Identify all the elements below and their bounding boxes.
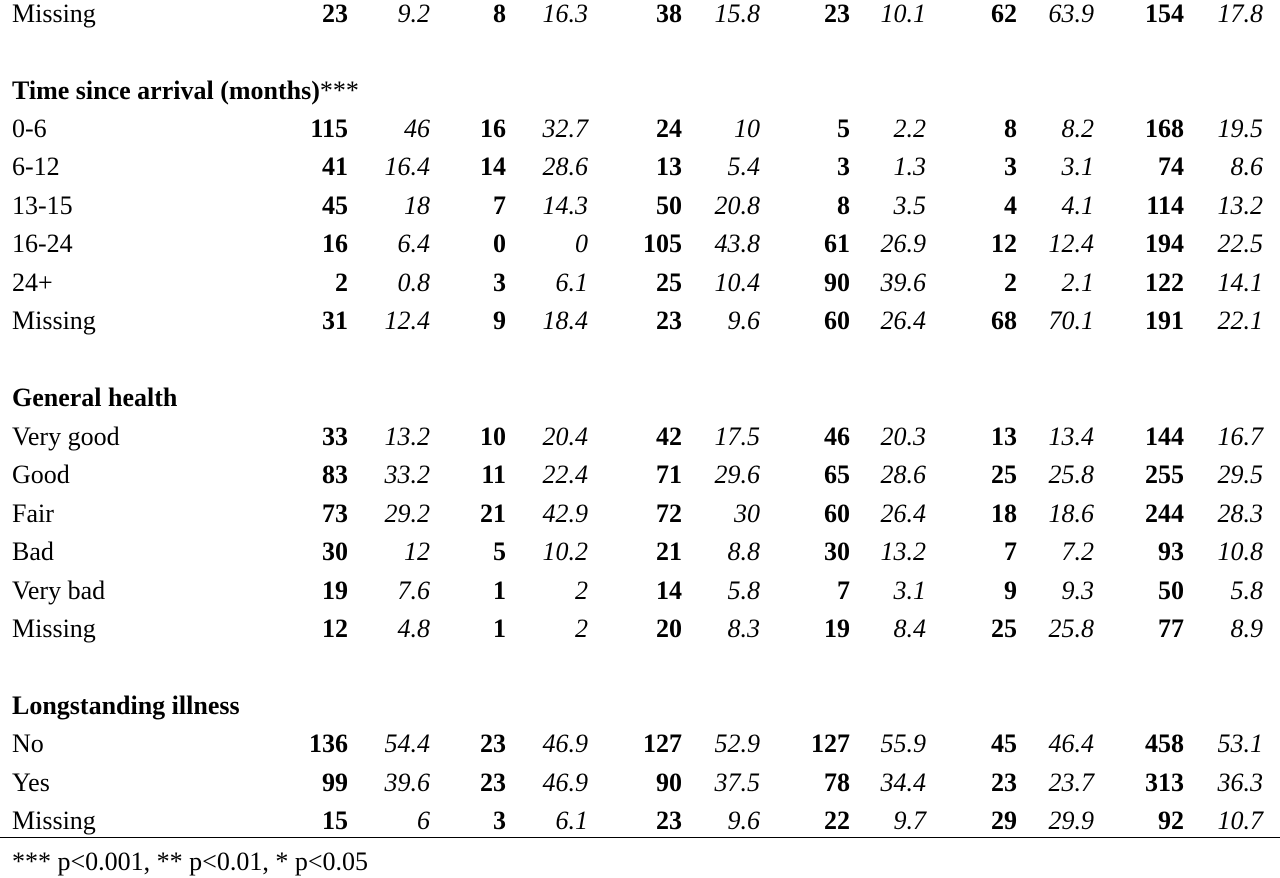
count-cell: 31 xyxy=(322,306,348,335)
count-cell: 9 xyxy=(1004,576,1017,605)
percent-cell: 8.2 xyxy=(1061,114,1094,143)
count-cell: 42 xyxy=(656,422,682,451)
percent-cell: 20.3 xyxy=(880,422,926,451)
count-cell: 16 xyxy=(322,229,348,258)
count-cell: 45 xyxy=(991,729,1017,758)
percent-cell: 28.3 xyxy=(1217,499,1263,528)
count-cell: 3 xyxy=(493,268,506,297)
percent-cell: 23.7 xyxy=(1048,768,1094,797)
count-cell: 23 xyxy=(656,306,682,335)
row-label: Very bad xyxy=(12,576,106,605)
count-cell: 3 xyxy=(1004,152,1017,181)
count-cell: 30 xyxy=(322,537,348,566)
count-cell: 458 xyxy=(1145,729,1184,758)
count-cell: 5 xyxy=(837,114,850,143)
percent-cell: 1.3 xyxy=(893,152,926,181)
percent-cell: 12 xyxy=(404,537,430,566)
count-cell: 13 xyxy=(656,152,682,181)
percent-cell: 18.6 xyxy=(1048,499,1094,528)
percent-cell: 18.4 xyxy=(542,306,588,335)
percent-cell: 26.4 xyxy=(880,306,926,335)
percent-cell: 36.3 xyxy=(1217,768,1263,797)
table-footnote: *** p<0.001, ** p<0.01, * p<0.05 xyxy=(12,847,368,876)
count-cell: 18 xyxy=(991,499,1017,528)
percent-cell: 46.9 xyxy=(542,768,588,797)
count-cell: 20 xyxy=(656,614,682,643)
count-cell: 114 xyxy=(1146,191,1184,220)
section-title-label: Time since arrival (months) xyxy=(12,76,320,105)
percent-cell: 22.1 xyxy=(1217,306,1263,335)
count-cell: 74 xyxy=(1158,152,1184,181)
count-cell: 30 xyxy=(824,537,850,566)
percent-cell: 3.5 xyxy=(893,191,926,220)
count-cell: 93 xyxy=(1158,537,1184,566)
table-row xyxy=(0,113,1280,151)
count-cell: 19 xyxy=(824,614,850,643)
percent-cell: 42.9 xyxy=(542,499,588,528)
count-cell: 92 xyxy=(1158,806,1184,835)
row-label: Bad xyxy=(12,537,54,566)
count-cell: 22 xyxy=(824,806,850,835)
percent-cell: 63.9 xyxy=(1048,0,1094,28)
percent-cell: 6.1 xyxy=(555,268,588,297)
count-cell: 21 xyxy=(480,499,506,528)
count-cell: 244 xyxy=(1145,499,1184,528)
row-label: 16-24 xyxy=(12,229,73,258)
count-cell: 194 xyxy=(1145,229,1184,258)
percent-cell: 19.5 xyxy=(1217,114,1263,143)
count-cell: 4 xyxy=(1004,191,1017,220)
percent-cell: 29.9 xyxy=(1048,806,1094,835)
count-cell: 62 xyxy=(991,0,1017,28)
percent-cell: 8.4 xyxy=(893,614,926,643)
table-row xyxy=(0,728,1280,766)
percent-cell: 20.4 xyxy=(542,422,588,451)
count-cell: 60 xyxy=(824,306,850,335)
percent-cell: 14.1 xyxy=(1217,268,1263,297)
percent-cell: 33.2 xyxy=(384,460,430,489)
table-row xyxy=(0,498,1280,536)
count-cell: 12 xyxy=(991,229,1017,258)
percent-cell: 14.3 xyxy=(542,191,588,220)
count-cell: 122 xyxy=(1145,268,1184,297)
percent-cell: 4.8 xyxy=(397,614,430,643)
percent-cell: 28.6 xyxy=(542,152,588,181)
percent-cell: 55.9 xyxy=(880,729,926,758)
percent-cell: 2 xyxy=(575,614,588,643)
percent-cell: 17.8 xyxy=(1217,0,1263,28)
percent-cell: 4.1 xyxy=(1061,191,1094,220)
percent-cell: 13.2 xyxy=(384,422,430,451)
count-cell: 23 xyxy=(480,768,506,797)
count-cell: 7 xyxy=(837,576,850,605)
count-cell: 105 xyxy=(643,229,682,258)
percent-cell: 10.1 xyxy=(880,0,926,28)
significance-marker: *** xyxy=(319,76,359,105)
percent-cell: 7.6 xyxy=(397,576,430,605)
row-label: 24+ xyxy=(12,268,53,297)
table-row xyxy=(0,228,1280,266)
table-row xyxy=(0,0,1280,36)
count-cell: 50 xyxy=(1158,576,1184,605)
percent-cell: 9.6 xyxy=(727,806,760,835)
percent-cell: 29.2 xyxy=(384,499,430,528)
percent-cell: 8.9 xyxy=(1230,614,1263,643)
percent-cell: 7.2 xyxy=(1061,537,1094,566)
percent-cell: 10.2 xyxy=(542,537,588,566)
count-cell: 77 xyxy=(1158,614,1184,643)
row-label: Missing xyxy=(12,614,96,643)
percent-cell: 22.5 xyxy=(1217,229,1263,258)
section-header-row xyxy=(0,382,1280,420)
percent-cell: 13.2 xyxy=(1217,191,1263,220)
percent-cell: 34.4 xyxy=(880,768,926,797)
percent-cell: 29.5 xyxy=(1217,460,1263,489)
percent-cell: 8.8 xyxy=(727,537,760,566)
table-row xyxy=(0,305,1280,343)
percent-cell: 10.4 xyxy=(714,268,760,297)
count-cell: 8 xyxy=(1004,114,1017,143)
count-cell: 14 xyxy=(656,576,682,605)
percent-cell: 2.1 xyxy=(1061,268,1094,297)
count-cell: 23 xyxy=(322,0,348,28)
count-cell: 24 xyxy=(656,114,682,143)
count-cell: 38 xyxy=(656,0,682,28)
percent-cell: 26.4 xyxy=(880,499,926,528)
percent-cell: 9.2 xyxy=(397,0,430,28)
section-title xyxy=(12,382,177,414)
row-label: No xyxy=(12,729,44,758)
percent-cell: 2.2 xyxy=(893,114,926,143)
percent-cell: 0.8 xyxy=(397,268,430,297)
percent-cell: 5.8 xyxy=(1230,576,1263,605)
table-row xyxy=(0,613,1280,651)
count-cell: 23 xyxy=(656,806,682,835)
table-row xyxy=(0,421,1280,459)
count-cell: 168 xyxy=(1145,114,1184,143)
percent-cell: 10 xyxy=(734,114,760,143)
count-cell: 191 xyxy=(1145,306,1184,335)
percent-cell: 6.4 xyxy=(397,229,430,258)
count-cell: 60 xyxy=(824,499,850,528)
percent-cell: 8.3 xyxy=(727,614,760,643)
percent-cell: 15.8 xyxy=(714,0,760,28)
percent-cell: 26.9 xyxy=(880,229,926,258)
count-cell: 25 xyxy=(991,460,1017,489)
percent-cell: 9.7 xyxy=(893,806,926,835)
count-cell: 90 xyxy=(824,268,850,297)
count-cell: 255 xyxy=(1145,460,1184,489)
count-cell: 1 xyxy=(493,576,506,605)
section-title-label: General health xyxy=(12,383,178,412)
percent-cell: 46 xyxy=(404,114,430,143)
count-cell: 46 xyxy=(824,422,850,451)
count-cell: 25 xyxy=(991,614,1017,643)
row-label: Fair xyxy=(12,499,54,528)
percent-cell: 13.2 xyxy=(880,537,926,566)
percent-cell: 17.5 xyxy=(714,422,760,451)
count-cell: 29 xyxy=(991,806,1017,835)
percent-cell: 70.1 xyxy=(1048,306,1094,335)
percent-cell: 29.6 xyxy=(714,460,760,489)
count-cell: 13 xyxy=(991,422,1017,451)
count-cell: 71 xyxy=(656,460,682,489)
count-cell: 23 xyxy=(991,768,1017,797)
count-cell: 1 xyxy=(493,614,506,643)
count-cell: 3 xyxy=(837,152,850,181)
percent-cell: 3.1 xyxy=(893,576,926,605)
percent-cell: 6.1 xyxy=(555,806,588,835)
count-cell: 9 xyxy=(493,306,506,335)
table-row xyxy=(0,767,1280,805)
table-row xyxy=(0,190,1280,228)
count-cell: 8 xyxy=(493,0,506,28)
percent-cell: 16.3 xyxy=(542,0,588,28)
percent-cell: 37.5 xyxy=(714,768,760,797)
table-row xyxy=(0,459,1280,497)
section-header-row xyxy=(0,75,1280,113)
percent-cell: 3.1 xyxy=(1061,152,1094,181)
percent-cell: 39.6 xyxy=(880,268,926,297)
row-label: 6-12 xyxy=(12,152,60,181)
percent-cell: 22.4 xyxy=(542,460,588,489)
count-cell: 23 xyxy=(480,729,506,758)
count-cell: 313 xyxy=(1145,768,1184,797)
percent-cell: 25.8 xyxy=(1048,614,1094,643)
count-cell: 12 xyxy=(322,614,348,643)
percent-cell: 25.8 xyxy=(1048,460,1094,489)
count-cell: 99 xyxy=(322,768,348,797)
percent-cell: 6 xyxy=(417,806,430,835)
percent-cell: 13.4 xyxy=(1048,422,1094,451)
row-label: 13-15 xyxy=(12,191,73,220)
count-cell: 154 xyxy=(1145,0,1184,28)
count-cell: 19 xyxy=(322,576,348,605)
percent-cell: 28.6 xyxy=(880,460,926,489)
percent-cell: 39.6 xyxy=(384,768,430,797)
count-cell: 16 xyxy=(480,114,506,143)
percent-cell: 53.1 xyxy=(1217,729,1263,758)
count-cell: 45 xyxy=(322,191,348,220)
count-cell: 144 xyxy=(1145,422,1184,451)
count-cell: 8 xyxy=(837,191,850,220)
count-cell: 83 xyxy=(322,460,348,489)
percent-cell: 16.7 xyxy=(1217,422,1263,451)
percent-cell: 46.4 xyxy=(1048,729,1094,758)
count-cell: 0 xyxy=(493,229,506,258)
percent-cell: 52.9 xyxy=(714,729,760,758)
count-cell: 41 xyxy=(322,152,348,181)
count-cell: 15 xyxy=(322,806,348,835)
percent-cell: 18 xyxy=(404,191,430,220)
section-title xyxy=(12,75,359,107)
count-cell: 78 xyxy=(824,768,850,797)
count-cell: 127 xyxy=(643,729,682,758)
row-label: Yes xyxy=(12,768,50,797)
table-row xyxy=(0,267,1280,305)
count-cell: 23 xyxy=(824,0,850,28)
percent-cell: 43.8 xyxy=(714,229,760,258)
count-cell: 14 xyxy=(480,152,506,181)
row-label: Very good xyxy=(12,422,120,451)
percent-cell: 10.8 xyxy=(1217,537,1263,566)
row-label: Missing xyxy=(12,806,96,835)
count-cell: 73 xyxy=(322,499,348,528)
count-cell: 2 xyxy=(1004,268,1017,297)
count-cell: 61 xyxy=(824,229,850,258)
percent-cell: 30 xyxy=(734,499,760,528)
percent-cell: 9.6 xyxy=(727,306,760,335)
section-title-label: Longstanding illness xyxy=(12,691,240,720)
table-row xyxy=(0,151,1280,189)
count-cell: 90 xyxy=(656,768,682,797)
percent-cell: 10.7 xyxy=(1217,806,1263,835)
row-label: 0-6 xyxy=(12,114,47,143)
count-cell: 7 xyxy=(1004,537,1017,566)
percent-cell: 20.8 xyxy=(714,191,760,220)
count-cell: 115 xyxy=(310,114,348,143)
table-row xyxy=(0,536,1280,574)
row-label: Good xyxy=(12,460,70,489)
percent-cell: 46.9 xyxy=(542,729,588,758)
count-cell: 136 xyxy=(309,729,348,758)
count-cell: 65 xyxy=(824,460,850,489)
row-label: Missing xyxy=(12,306,96,335)
percent-cell: 5.8 xyxy=(727,576,760,605)
percent-cell: 8.6 xyxy=(1230,152,1263,181)
section-title xyxy=(12,690,240,722)
percent-cell: 2 xyxy=(575,576,588,605)
percent-cell: 54.4 xyxy=(384,729,430,758)
percent-cell: 12.4 xyxy=(1048,229,1094,258)
row-label: Missing xyxy=(12,0,96,28)
count-cell: 72 xyxy=(656,499,682,528)
count-cell: 11 xyxy=(481,460,506,489)
table-row xyxy=(0,575,1280,613)
percent-cell: 12.4 xyxy=(384,306,430,335)
section-header-row xyxy=(0,690,1280,728)
count-cell: 25 xyxy=(656,268,682,297)
percent-cell: 5.4 xyxy=(727,152,760,181)
count-cell: 10 xyxy=(480,422,506,451)
count-cell: 50 xyxy=(656,191,682,220)
table-bottom-rule xyxy=(0,837,1280,838)
count-cell: 33 xyxy=(322,422,348,451)
count-cell: 3 xyxy=(493,806,506,835)
percent-cell: 9.3 xyxy=(1061,576,1094,605)
count-cell: 21 xyxy=(656,537,682,566)
count-cell: 2 xyxy=(335,268,348,297)
count-cell: 7 xyxy=(493,191,506,220)
percent-cell: 0 xyxy=(575,229,588,258)
percent-cell: 32.7 xyxy=(542,114,588,143)
count-cell: 5 xyxy=(493,537,506,566)
count-cell: 127 xyxy=(811,729,850,758)
count-cell: 68 xyxy=(991,306,1017,335)
percent-cell: 16.4 xyxy=(384,152,430,181)
